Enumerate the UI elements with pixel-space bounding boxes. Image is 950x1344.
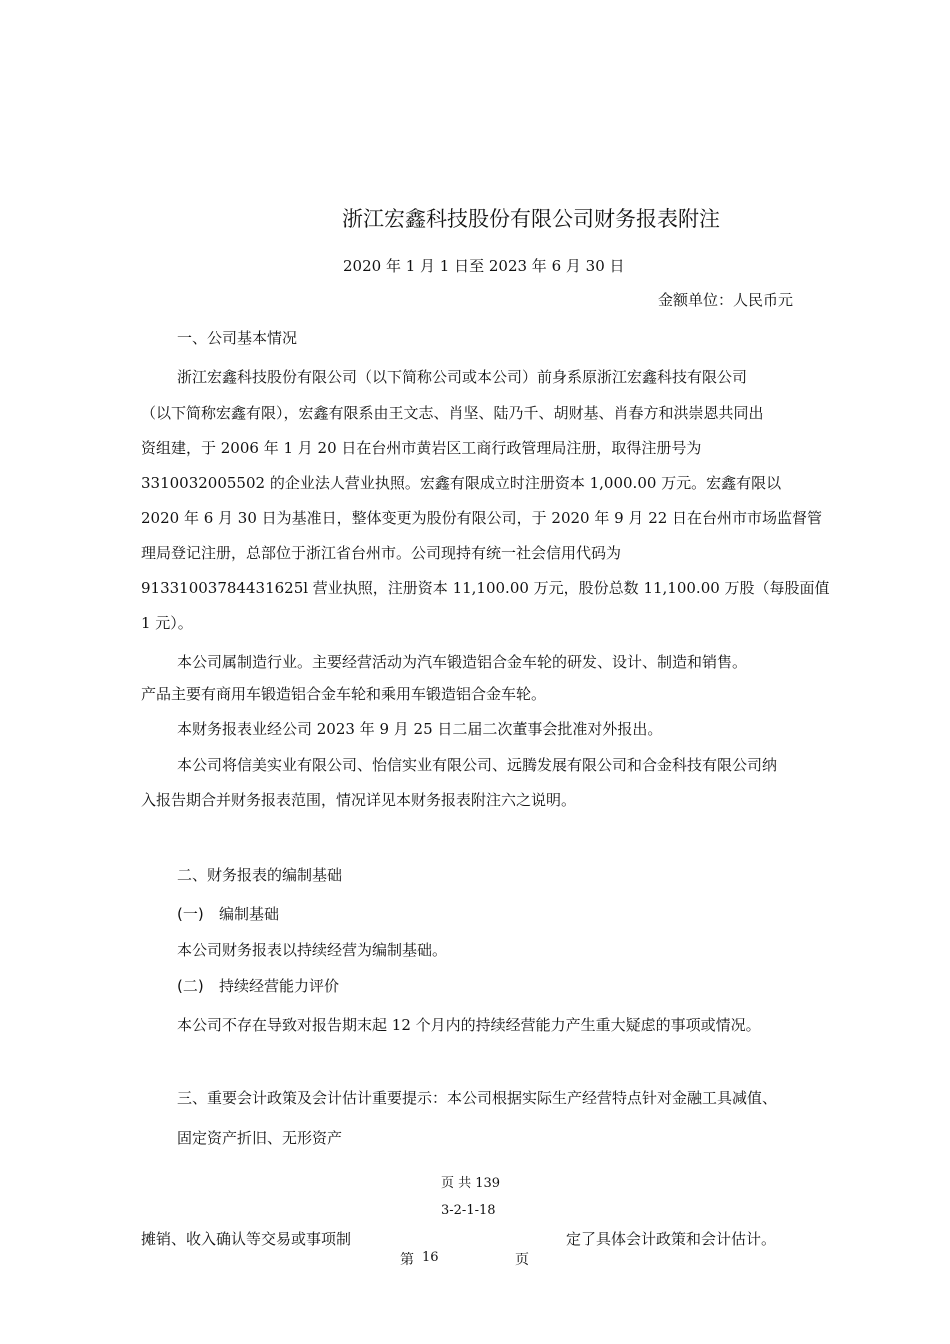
section-1-para4-line: 入报告期合并财务报表范围，情况详见本财务报表附注六之说明。 (141, 791, 577, 809)
section-1-para1-line: 3310032005502 的企业法人营业执照。宏鑫有限成立时注册资本 1,000.00 万元。宏鑫有限以 (141, 474, 782, 492)
footer-page-suffix: 页 (515, 1252, 529, 1268)
footer-page-prefix: 第 (400, 1252, 414, 1268)
subsection-1-text: 本公司财务报表以持续经营为编制基础。 (177, 941, 448, 959)
section-3-line: 固定资产折旧、无形资产 (177, 1129, 343, 1147)
date-range: 2020 年 1 月 1 日至 2023 年 6 月 30 日 (343, 257, 625, 275)
section-3-line: 三、重要会计政策及会计估计重要提示：本公司根据实际生产经营特点针对金融工具减值、 (177, 1089, 778, 1107)
section-1-para1-line: 2020 年 6 月 30 日为基准日，整体变更为股份有限公司，于 2020 年 9 月 22 日在台州市市场监督管 (141, 509, 823, 527)
footer-page-number: 16 (422, 1250, 439, 1265)
document-title: 浙江宏鑫科技股份有限公司财务报表附注 (342, 207, 720, 231)
subsection-2-text: 本公司不存在导致对报告期末起 12 个月内的持续经营能力产生重大疑虑的事项或情况。 (177, 1016, 761, 1034)
footer-continuation-right: 定了具体会计政策和会计估计。 (566, 1230, 777, 1248)
section-1-para1-line: （以下简称宏鑫有限），宏鑫有限系由王文志、肖坚、陆乃千、胡财基、肖春方和洪崇恩共同出 (141, 404, 764, 422)
section-1-para2-line: 本公司属制造行业。主要经营活动为汽车锻造铝合金车轮的研发、设计、制造和销售。 (177, 653, 748, 671)
section-1-para2-line: 产品主要有商用车锻造铝合金车轮和乘用车锻造铝合金车轮。 (141, 685, 547, 703)
section-1-para1-line: 资组建，于 2006 年 1 月 20 日在台州市黄岩区工商行政管理局注册，取得注册号为 (141, 439, 702, 457)
section-1-para1-line: 1 元）。 (141, 614, 193, 632)
section-2-heading: 二、财务报表的编制基础 (177, 866, 343, 884)
section-1-para1-line: 理局登记注册，总部位于浙江省台州市。公司现持有统一社会信用代码为 (141, 544, 622, 562)
footer-doc-code: 3-2-1-18 (441, 1203, 496, 1218)
subsection-1-number: (一) (177, 905, 204, 923)
section-1-para3: 本财务报表业经公司 2023 年 9 月 25 日二届二次董事会批准对外报出。 (177, 720, 663, 738)
section-1-para1-line: 91331003784431625l 营业执照，注册资本 11,100.00 万元，股份总数 11,100.00 万股（每股面值 (141, 579, 830, 597)
section-1-para1-line: 浙江宏鑫科技股份有限公司（以下简称公司或本公司）前身系原浙江宏鑫科技有限公司 (177, 368, 748, 386)
footer-pages-total: 页 共 139 (441, 1176, 501, 1191)
footer-continuation-left: 摊销、收入确认等交易或事项制 (141, 1230, 352, 1248)
section-1-para4-line: 本公司将信美实业有限公司、怡信实业有限公司、远腾发展有限公司和合金科技有限公司纳 (177, 756, 778, 774)
subsection-2-title: 持续经营能力评价 (219, 977, 340, 995)
subsection-1-title: 编制基础 (219, 905, 280, 923)
section-1-heading: 一、公司基本情况 (177, 329, 298, 347)
subsection-2-number: (二) (177, 977, 204, 995)
currency-unit: 金额单位：人民币元 (658, 291, 794, 309)
